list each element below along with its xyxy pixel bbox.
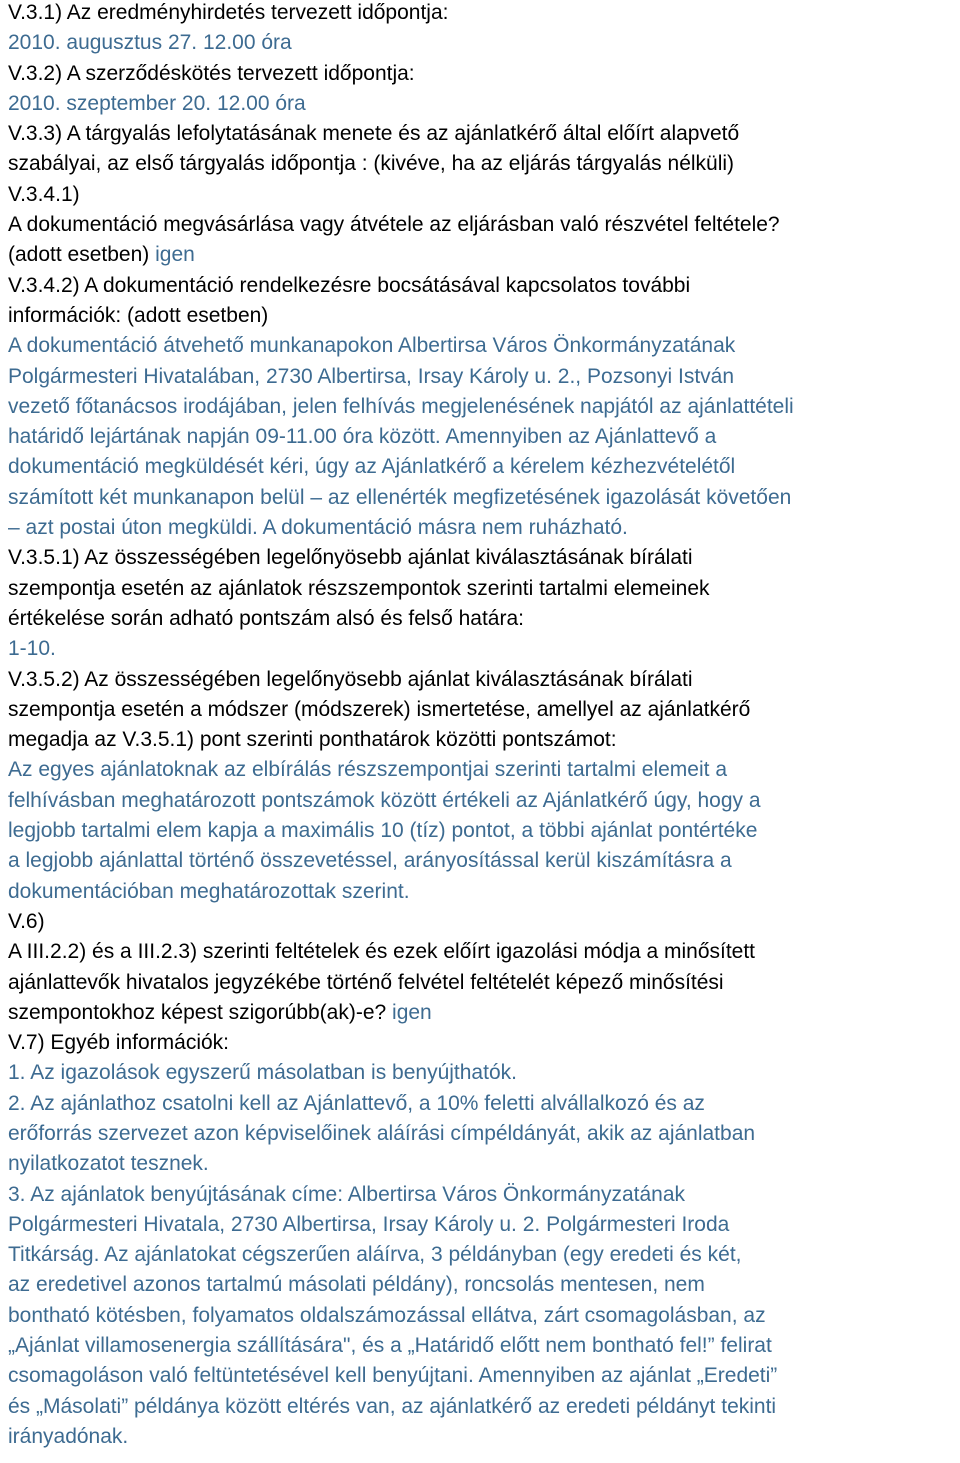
text-line (8, 119, 956, 149)
label-text: V.6) (8, 909, 45, 933)
text-line (8, 665, 956, 695)
value-text: „Ajánlat villamosenergia szállítására", és a „Határidő előtt nem bontható fel!” felirat (8, 1334, 772, 1358)
label-text: A dokumentáció megvásárlása vagy átvétele az eljárásban való részvétel feltétele? (8, 213, 780, 237)
text-line (8, 0, 956, 28)
text-line (8, 1089, 956, 1119)
value-text: igen (392, 1000, 432, 1024)
value-text: 1-10. (8, 637, 56, 661)
text-line (8, 846, 956, 876)
text-line (8, 907, 956, 937)
text-line (8, 483, 956, 513)
text-line (8, 392, 956, 422)
value-text: 2010. augusztus 27. 12.00 óra (8, 31, 292, 55)
text-line (8, 149, 956, 179)
value-text: dokumentáció megküldését kéri, úgy az Ajánlatkérő a kérelem kézhezvételétől (8, 455, 736, 479)
value-text: nyilatkozatot tesznek. (8, 1152, 209, 1176)
text-line (8, 937, 956, 967)
value-text: felhívásban meghatározott pontszámok között értékeli az Ajánlatkérő úgy, hogy a (8, 788, 761, 812)
text-line (8, 695, 956, 725)
text-line (8, 1361, 956, 1391)
text-line (8, 1210, 956, 1240)
text-line (8, 755, 956, 785)
value-text: a legjobb ajánlattal történő összevetéssel, arányosítással kerül kiszámításra a (8, 849, 732, 873)
label-text: ajánlattevők hivatalos jegyzékébe történő felvétel feltételét képező minősítési (8, 970, 724, 994)
value-text: 2010. szeptember 20. 12.00 óra (8, 91, 306, 115)
value-text: Polgármesteri Hivatala, 2730 Albertirsa, Irsay Károly u. 2. Polgármesteri Iroda (8, 1212, 730, 1236)
label-text: szempontja esetén a módszer (módszerek) ismertetése, amellyel az ajánlatkérő (8, 697, 751, 721)
value-text: erőforrás szervezet azon képviselőinek aláírási címpéldányát, akik az ajánlatban (8, 1121, 756, 1145)
value-text: vezető főtanácsos irodájában, jelen felhívás megjelenésének napjától az ajánlattételi (8, 394, 794, 418)
text-line (8, 1028, 956, 1058)
text-line (8, 1119, 956, 1149)
text-line (8, 422, 956, 452)
text-line (8, 331, 956, 361)
label-text: A III.2.2) és a III.2.3) szerinti feltételek és ezek előírt igazolási módja a minősített (8, 940, 756, 964)
value-text: és „Másolati” példánya között eltérés van, az ajánlatkérő az eredeti példányt tekinti (8, 1394, 777, 1418)
text-line (8, 89, 956, 119)
text-line (8, 271, 956, 301)
value-text: határidő lejártának napján 09-11.00 óra között. Amennyiben az Ajánlattevő a (8, 425, 717, 449)
label-text: szempontokhoz képest szigorúbb(ak)-e? (8, 1000, 393, 1024)
value-text: 1. Az igazolások egyszerű másolatban is benyújthatók. (8, 1061, 517, 1085)
label-text: V.3.4.2) A dokumentáció rendelkezésre bocsátásával kapcsolatos további (8, 273, 691, 297)
text-line (8, 968, 956, 998)
label-text: V.3.5.1) Az összességében legelőnyösebb ajánlat kiválasztásának bírálati (8, 546, 693, 570)
label-text: megadja az V.3.5.1) pont szerinti ponthatárok közötti pontszámot: (8, 728, 617, 752)
text-line (8, 28, 956, 58)
text-line (8, 1301, 956, 1331)
text-line (8, 1240, 956, 1270)
text-line (8, 240, 956, 270)
label-text: V.3.2) A szerződéskötés tervezett időpontja: (8, 61, 415, 85)
text-line (8, 1392, 956, 1422)
text-line (8, 180, 956, 210)
label-text: szempontja esetén az ajánlatok részszempontok szerinti tartalmi elemeinek (8, 576, 710, 600)
text-line (8, 1058, 956, 1088)
text-line (8, 210, 956, 240)
value-text: A dokumentáció átvehető munkanapokon Albertirsa Város Önkormányzatának (8, 334, 736, 358)
text-line (8, 1180, 956, 1210)
value-text: dokumentációban meghatározottak szerint. (8, 879, 410, 903)
text-line (8, 362, 956, 392)
value-text: Az egyes ajánlatoknak az elbírálás részszempontjai szerinti tartalmi elemeit a (8, 758, 727, 782)
label-text: V.7) Egyéb információk: (8, 1031, 230, 1055)
value-text: csomagoláson való feltüntetésével kell benyújtani. Amennyiben az ajánlat „Eredeti” (8, 1364, 778, 1388)
text-line (8, 998, 956, 1028)
text-line (8, 301, 956, 331)
text-line (8, 1331, 956, 1361)
label-text: V.3.1) Az eredményhirdetés tervezett időpontja: (8, 1, 449, 24)
value-text: Titkárság. Az ajánlatokat cégszerűen aláírva, 3 példányban (egy eredeti és két, (8, 1243, 742, 1267)
value-text: irányadónak. (8, 1424, 129, 1448)
text-line (8, 786, 956, 816)
text-line (8, 513, 956, 543)
value-text: – azt postai úton megküldi. A dokumentáció másra nem ruházható. (8, 516, 628, 540)
text-line (8, 725, 956, 755)
text-line (8, 634, 956, 664)
value-text: legjobb tartalmi elem kapja a maximális 10 (tíz) pontot, a többi ajánlat pontértéke (8, 819, 758, 843)
label-text: értékelése során adható pontszám alsó és felső határa: (8, 606, 524, 630)
text-line (8, 1422, 956, 1452)
label-text: V.3.5.2) Az összességében legelőnyösebb ajánlat kiválasztásának bírálati (8, 667, 693, 691)
text-line (8, 816, 956, 846)
text-line (8, 604, 956, 634)
text-line (8, 543, 956, 573)
value-text: Polgármesteri Hivatalában, 2730 Albertirsa, Irsay Károly u. 2., Pozsonyi István (8, 364, 735, 388)
value-text: 3. Az ajánlatok benyújtásának címe: Albertirsa Város Önkormányzatának (8, 1182, 686, 1206)
text-line (8, 877, 956, 907)
text-line (8, 59, 956, 89)
label-text: V.3.4.1) (8, 182, 80, 206)
value-text: az eredetivel azonos tartalmú másolati példány), roncsolás mentesen, nem (8, 1273, 705, 1297)
text-line (8, 1270, 956, 1300)
text-line (8, 1149, 956, 1179)
value-text: igen (155, 243, 195, 267)
label-text: szabályai, az első tárgyalás időpontja : (kivéve, ha az eljárás tárgyalás nélküli) (8, 152, 735, 176)
label-text: információk: (adott esetben) (8, 303, 269, 327)
value-text: számított két munkanapon belül – az ellenérték megfizetésének igazolását követően (8, 485, 792, 509)
label-text: V.3.3) A tárgyalás lefolytatásának menete és az ajánlatkérő által előírt alapvető (8, 122, 740, 146)
text-line (8, 574, 956, 604)
text-line (8, 452, 956, 482)
value-text: 2. Az ajánlathoz csatolni kell az Ajánlattevő, a 10% feletti alvállalkozó és az (8, 1091, 705, 1115)
value-text: bontható kötésben, folyamatos oldalszámozással ellátva, zárt csomagolásban, az (8, 1303, 766, 1327)
document-body (8, 0, 956, 1452)
label-text: (adott esetben) (8, 243, 156, 267)
